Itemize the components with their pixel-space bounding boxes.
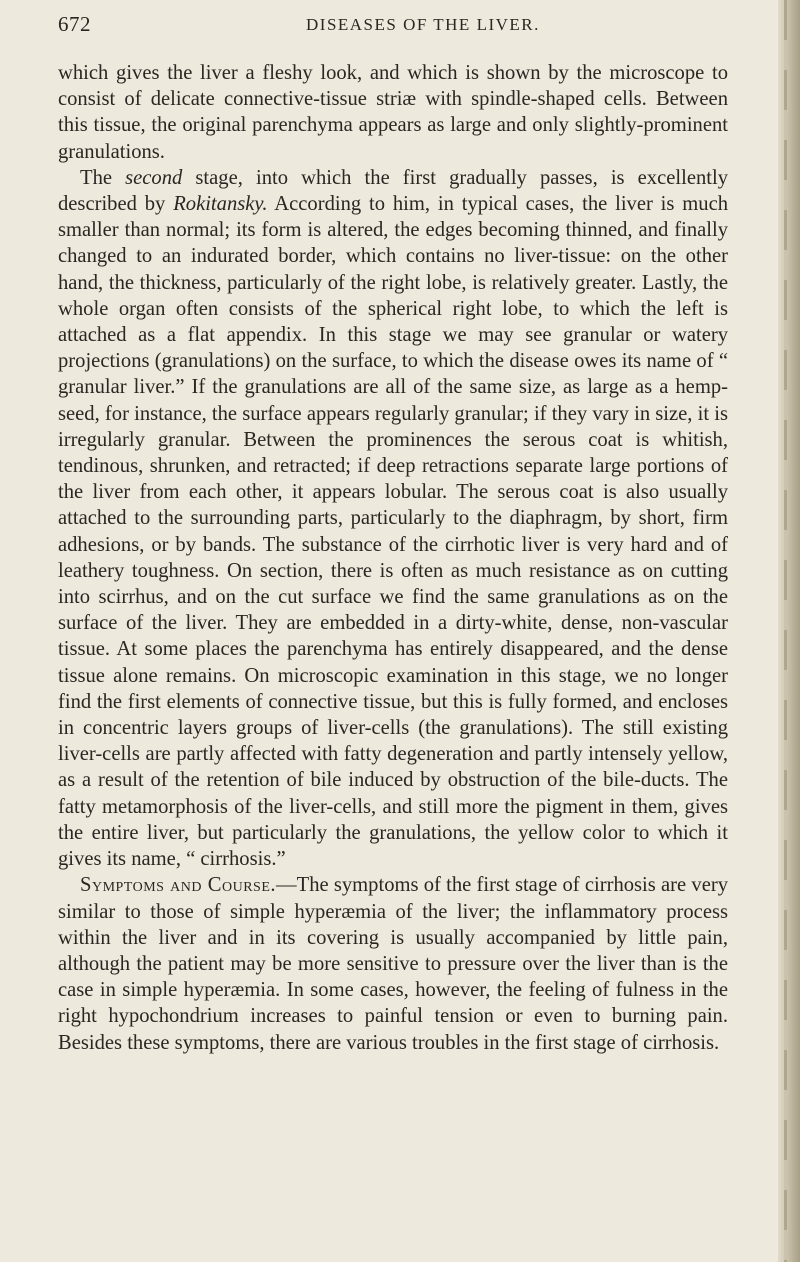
section-heading-symptoms: Symptoms and Course.	[80, 874, 277, 897]
paragraph-3	[58, 872, 728, 1055]
paragraph-1: which gives the liver a fleshy look, and which is shown by the microscope to consist of delicate connective-tissue striæ with spindle-shaped cells. Between this tissue, the original parenchyma appears as large and only slightly-prominent granulations.	[58, 62, 728, 163]
running-head: DISEASES OF THE LIVER.	[306, 15, 540, 34]
page-edge-shadow	[778, 0, 800, 1262]
paragraph-2-text: According to him, in typical cases, the liver is much smaller than normal; its form is altered, the edges becoming thinned, and finally changed to an indurated border, which contains no liver-tissue: on the other hand, the thickness, particularly of the right lobe, is relatively greater. Lastly, the whole organ often consists of the spherical right lobe, to which the left is attached as a flat appendix. In this stage we may see granular or watery projections (granulations) on the surface, to which the disease owes its name of “ granular liver.” If the granulations are all of the same size, as large as a hemp-seed, for instance, the surface appears regularly granular; if they vary in size, it is irregularly granular. Between the prominences the serous coat is whitish, tendinous, shrunken, and retracted; if deep retractions separate large portions of the liver from each other, it appears lobular. The serous coat is also usually attached to the surrounding parts, particularly to the diaphragm, by short, firm adhesions, or by bands. The substance of the cirrhotic liver is very hard and of leathery toughness. On section, there is often as much resistance as on cutting into scirrhus, and on the cut surface we find the same granulations as on the surface of the liver. They are embedded in a dirty-white, dense, non-vascular tissue. At some places the parenchyma has entirely disappeared, and the dense tissue alone remains. On microscopic examination in this stage, we no longer find the first elements of connective tissue, but this is fully formed, and encloses in concentric layers groups of liver-cells (the granulations). The still existing liver-cells are partly affected with fatty degeneration and partly intensely yellow, as a result of the retention of bile induced by obstruction of the bile-ducts. The fatty metamorphosis of the liver-cells, and still more the pigment in them, gives the entire liver, but particularly the granulations, the yellow color to which it gives its name, “ cirrhosis.”	[58, 193, 729, 871]
author-rokitansky: Rokitansky.	[173, 193, 268, 216]
page-header	[58, 12, 738, 42]
page-number: 672	[58, 12, 91, 36]
emphasis-second: second	[125, 166, 183, 189]
paragraph-2	[58, 165, 728, 872]
body-text	[58, 60, 728, 1056]
paragraph-2-mid: stage, into which the first gradually passes, is excellently described by	[58, 166, 728, 216]
paragraph-3-text: —The symptoms of the first stage of cirrhosis are very similar to those of simple hyperæmia of the liver; the inflammatory process within the liver and in its covering is usually accompanied by little pain, although the patient may be more sensitive to pressure over the liver than is the case in simple hyperæmia. In some cases, however, the feeling of fulness in the right hypochondrium increases to painful tension or even to burning pain. Besides these symptoms, there are various troubles in the first stage of cirrhosis.	[58, 874, 728, 1054]
paragraph-2-start: The	[80, 166, 126, 189]
